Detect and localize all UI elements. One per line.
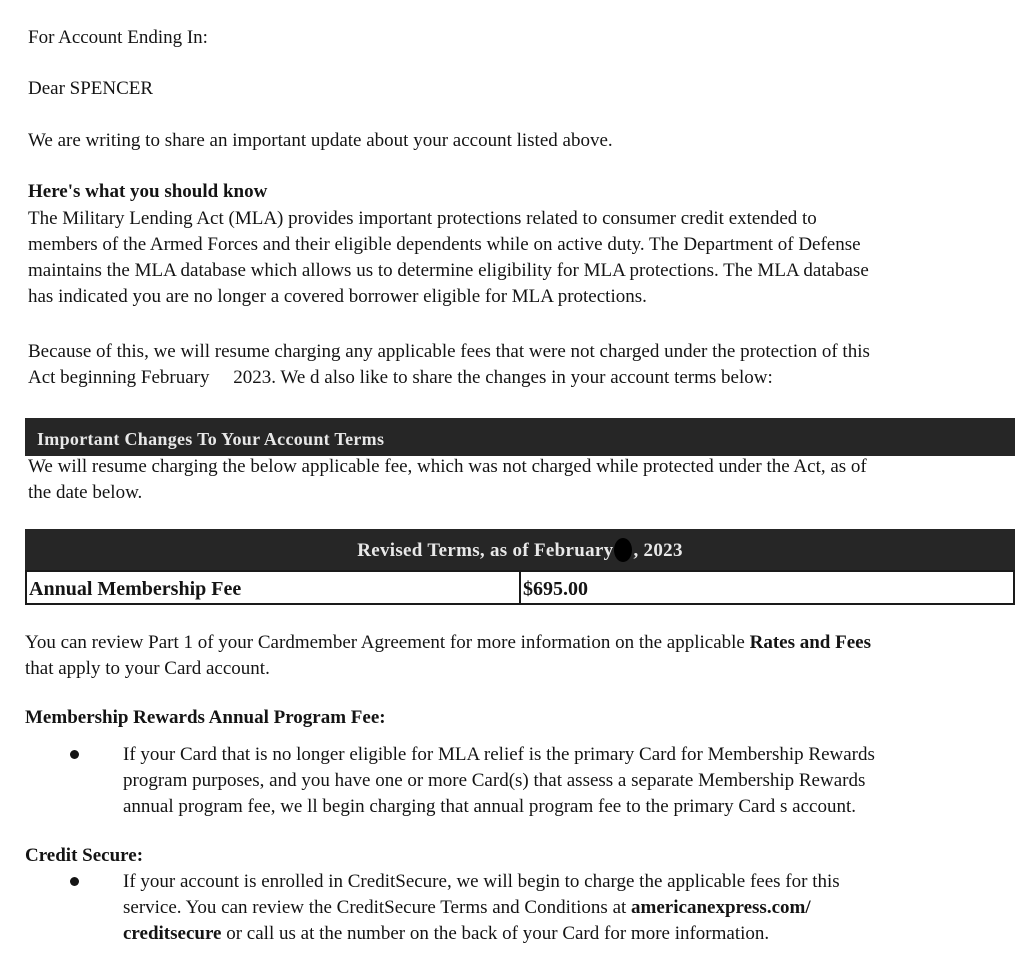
- review-text: You can review Part 1 of your Cardmember Agreement for more information on the applicable: [25, 632, 750, 653]
- rewards-line: If your Card that is no longer eligible for MLA relief is the primary Card for Membership Rewards: [123, 744, 875, 765]
- credit-text: or call us at the number on the back of your Card for more information.: [221, 923, 770, 944]
- changes-banner: Important Changes To Your Account Terms: [25, 418, 1015, 456]
- know-line: has indicated you are no longer a covered borrower eligible for MLA protections.: [28, 286, 647, 307]
- because-line: Act beginning February 2023. We d also like to share the changes in your account terms below:: [28, 367, 773, 388]
- credit-url-end: creditsecure: [123, 923, 222, 944]
- fee-divider: [519, 572, 521, 603]
- rewards-heading: Membership Rewards Annual Program Fee:: [25, 707, 386, 728]
- redaction-mark: [614, 538, 632, 562]
- resume-line: We will resume charging the below applicable fee, which was not charged while protected under the Act, as of: [28, 456, 867, 477]
- credit-url: americanexpress.com/: [631, 897, 811, 918]
- credit-paragraph: [123, 869, 840, 947]
- rewards-line: program purposes, and you have one or more Card(s) that assess a separate Membership Rewards: [123, 770, 866, 791]
- credit-heading: Credit Secure:: [25, 845, 144, 866]
- credit-text: service. You can review the CreditSecure Terms and Conditions at: [123, 897, 632, 918]
- bullet-icon: [70, 877, 79, 886]
- account-line: For Account Ending In:: [28, 27, 208, 48]
- fee-label: Annual Membership Fee: [29, 578, 242, 600]
- rewards-line: annual program fee, we ll begin charging that annual program fee to the primary Card s account.: [123, 796, 856, 817]
- rewards-paragraph: [123, 742, 875, 820]
- because-paragraph: [28, 339, 870, 391]
- credit-line: [123, 895, 840, 921]
- fee-amount: $695.00: [523, 578, 588, 600]
- know-paragraph: [28, 206, 869, 310]
- intro-paragraph: We are writing to share an important update about your account listed above.: [28, 130, 613, 151]
- fee-table-row: [25, 570, 1015, 605]
- credit-line: [123, 921, 840, 947]
- review-line: that apply to your Card account.: [25, 658, 270, 679]
- review-paragraph: [25, 630, 871, 682]
- resume-paragraph: [28, 454, 867, 506]
- know-heading: Here's what you should know: [28, 181, 268, 202]
- revised-terms-prefix: Revised Terms, as of February: [357, 540, 614, 561]
- know-line: maintains the MLA database which allows us to determine eligibility for MLA protections. The MLA database: [28, 260, 869, 281]
- rates-and-fees-text: Rates and Fees: [749, 632, 871, 653]
- resume-line: the date below.: [28, 482, 143, 503]
- know-line: The Military Lending Act (MLA) provides important protections related to consumer credit extended to: [28, 208, 817, 229]
- review-line: [25, 630, 871, 656]
- revised-terms-banner: [25, 529, 1015, 570]
- bullet-icon: [70, 750, 79, 759]
- know-line: members of the Armed Forces and their eligible dependents while on active duty. The Department of Defense: [28, 234, 861, 255]
- revised-terms-suffix: , 2023: [633, 540, 683, 561]
- credit-line: If your account is enrolled in CreditSecure, we will begin to charge the applicable fees for this: [123, 871, 840, 892]
- salutation: Dear SPENCER: [28, 78, 154, 99]
- because-line: Because of this, we will resume charging any applicable fees that were not charged under the protection of this: [28, 341, 870, 362]
